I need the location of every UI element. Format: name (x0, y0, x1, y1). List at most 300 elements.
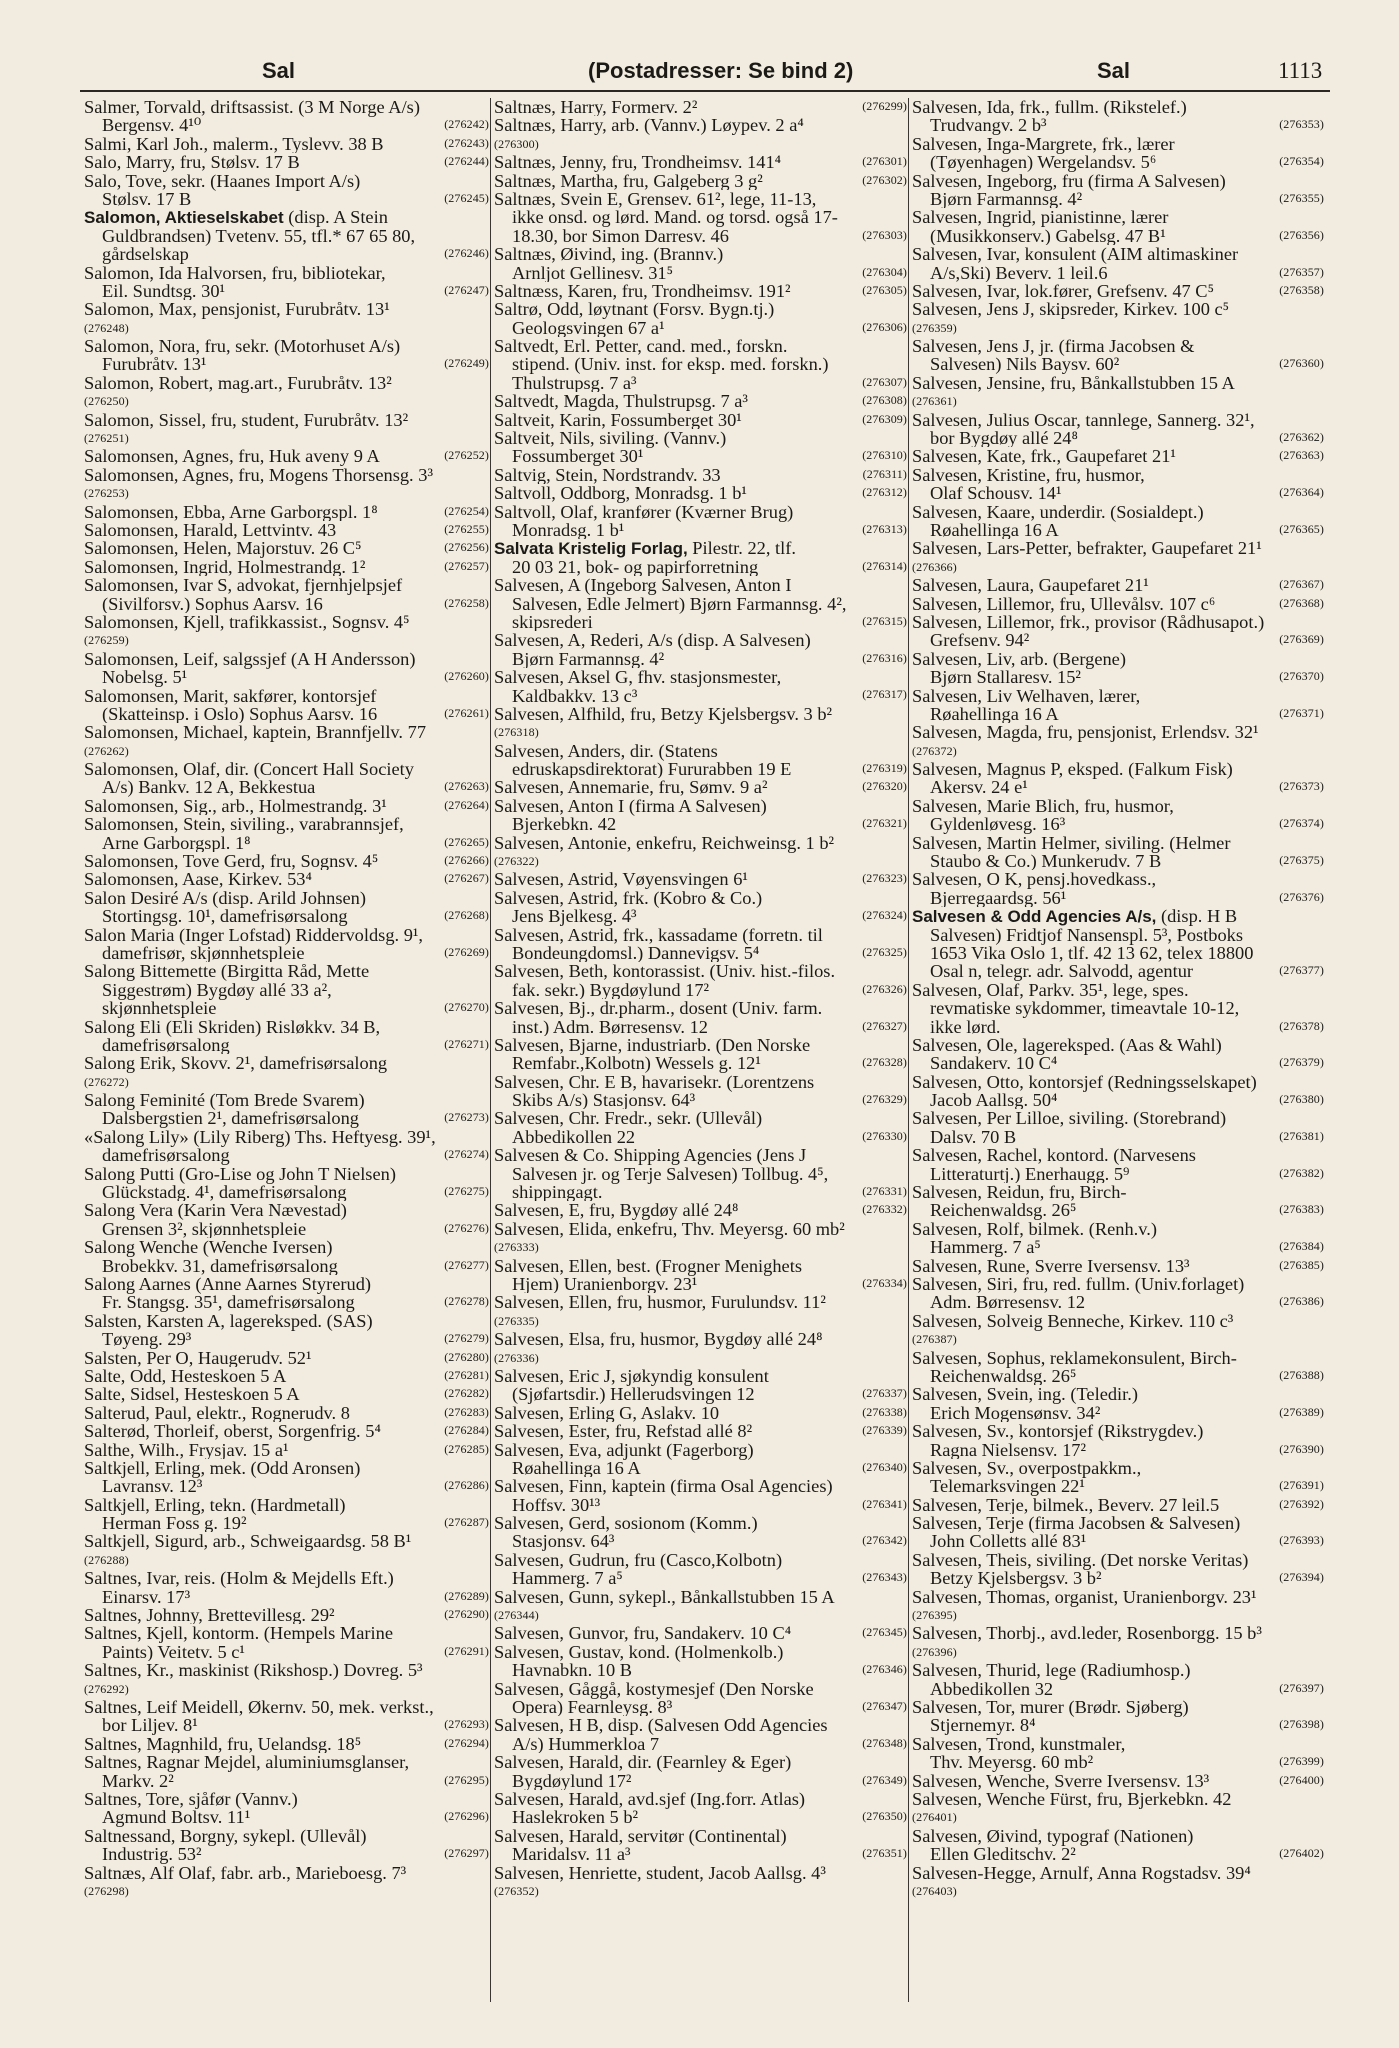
entry-line (84, 668, 489, 686)
entry-line (84, 1220, 489, 1238)
entry-text: Saltnes, Johnny, Brettevillesg. 29² (84, 1606, 335, 1625)
entry-phone-code: (276343) (862, 1570, 907, 1585)
entry-text: Salvesen, Ellen, fru, husmor, Furulundsv. 11² (494, 1293, 826, 1313)
entry-line (494, 1293, 907, 1311)
entry-phone-code: (276373) (1279, 779, 1324, 794)
directory-entry (84, 687, 489, 724)
entry-line (912, 208, 1324, 226)
entry-line (912, 1698, 1324, 1716)
directory-entry (494, 411, 907, 429)
directory-entry (84, 521, 489, 539)
entry-text: Guldbrandsen) Tvetenv. 55, tfl.* 67 65 80, (102, 225, 416, 246)
entry-text: Salvesen, Ellen, best. (Frogner Menighets (494, 1256, 802, 1276)
directory-entry (84, 1091, 489, 1128)
entry-line (84, 576, 489, 594)
entry-phone-code: (276403) (912, 1883, 957, 1898)
entry-text: Saltnes, Magnhild, fru, Uelandsg. 18⁵ (84, 1734, 362, 1754)
entry-text: Fr. Stangsg. 35¹, damefrisørsalong (102, 1292, 355, 1312)
entry-line (84, 300, 489, 318)
entry-line (912, 1109, 1324, 1127)
entry-phone-code: (276315) (862, 613, 907, 628)
entry-text: Salvesen, Lillemor, frk., provisor (Rådhusapot.) (912, 612, 1265, 632)
entry-line (494, 1569, 907, 1587)
entry-line (494, 1680, 907, 1698)
entry-text: Salvesen, Gunvor, fru, Sandakerv. 10 C⁴ (494, 1624, 792, 1643)
entry-line (912, 1312, 1324, 1330)
directory-column-1 (84, 98, 489, 1900)
entry-line (84, 1514, 489, 1532)
entry-phone-code: (276301) (862, 154, 907, 169)
directory-entry (84, 1735, 489, 1753)
entry-phone-code: (276392) (1279, 1496, 1324, 1511)
entry-text: Saltnes, Leif Meidell, Økernv. 50, mek. verkst., (84, 1697, 434, 1717)
entry-phone-code: (276384) (1279, 1239, 1324, 1254)
entry-text: Arnljot Gellinesv. 31⁵ (512, 262, 674, 282)
entry-text: Saltnæs, Harry, arb. (Vannv.) Løypev. 2 a⁴ (494, 116, 804, 136)
entry-phone-code: (276263) (444, 779, 489, 794)
entry-text: Opera) Fearnleysg. 8³ (512, 1696, 673, 1717)
directory-entry (84, 1698, 489, 1735)
entry-line (84, 503, 489, 521)
entry-phone-code: (276345) (862, 1625, 907, 1640)
entry-text: Salvesen, Sv., overpostpakkm., (912, 1458, 1142, 1478)
entry-phone-code: (276243) (444, 135, 489, 150)
entry-phone-code: (276351) (862, 1846, 907, 1861)
directory-entry (912, 1073, 1324, 1110)
entry-text: Salvesen, Svein, ing. (Teledir.) (912, 1385, 1138, 1405)
entry-text: Salvesen, Martin Helmer, siviling. (Helmer (912, 833, 1231, 853)
entry-line (494, 1532, 907, 1550)
entry-line (494, 1772, 907, 1790)
entry-line (494, 392, 907, 410)
directory-entry (84, 1790, 489, 1827)
entry-line (912, 650, 1324, 668)
entry-text: Telemarksvingen 22¹ (930, 1476, 1085, 1496)
entry-phone-code: (276334) (862, 1275, 907, 1290)
entry-phone-code: (276257) (444, 558, 489, 573)
entry-text: Bjerkebkn. 42 (512, 814, 617, 834)
entry-line (494, 208, 907, 226)
entry-text: Salvesen, Ivar, lok.fører, Grefsenv. 47 C⁵ (912, 281, 1214, 301)
entry-text: (Sivilforsv.) Sophus Aarsv. 16 (102, 593, 323, 613)
directory-entry (84, 1385, 489, 1403)
entry-line (912, 870, 1324, 888)
directory-entry (84, 1827, 489, 1864)
entry-line (84, 135, 489, 153)
entry-phone-code: (276355) (1279, 190, 1324, 205)
entry-phone-code: (276365) (1279, 521, 1324, 536)
directory-entry (494, 1036, 907, 1073)
entry-text: Salvesen, Harald, dir. (Fearnley & Eger) (494, 1753, 792, 1773)
entry-text: Salomon, Robert, mag.art., Furubråtv. 13² (84, 373, 392, 393)
entry-line (912, 1385, 1324, 1403)
entry-text: Saltveit, Nils, siviling. (Vannv.) (494, 429, 727, 449)
directory-entry (84, 1753, 489, 1790)
entry-line (84, 116, 489, 134)
entry-line (494, 981, 907, 999)
directory-entry (84, 1404, 489, 1422)
entry-phone-code: (276379) (1279, 1055, 1324, 1070)
entry-line (912, 1477, 1324, 1495)
entry-text: Siggestrøm) Bygdøy allé 33 a², (102, 979, 332, 1000)
entry-line (84, 1312, 489, 1330)
entry-text: Olaf Schousv. 14¹ (930, 483, 1062, 503)
directory-entry (912, 1588, 1324, 1625)
entry-text: Stortingsg. 10¹, damefrisørsalong (102, 906, 348, 926)
directory-entry (84, 1422, 489, 1440)
directory-entry (912, 135, 1324, 172)
directory-entry (494, 392, 907, 410)
entry-text: ikke lørd. (930, 1016, 1001, 1036)
entry-text: Herman Foss g. 19² (102, 1513, 247, 1533)
entry-text: Salvesen, Kristine, fru, husmor, (912, 465, 1145, 485)
directory-entry (84, 447, 489, 465)
column-divider-1 (490, 98, 491, 2002)
entry-text: Salong Bittemette (Birgitta Råd, Mette (84, 962, 370, 982)
entry-line (912, 1588, 1324, 1606)
entry-text: Salong Erik, Skovv. 2¹, damefrisørsalong (84, 1054, 388, 1074)
entry-phone-code: (276262) (84, 743, 129, 758)
directory-column-2 (494, 98, 907, 1900)
entry-text: A/s) Bankv. 12 A, Bekkestua (102, 777, 316, 797)
entry-phone-code: (276282) (444, 1386, 489, 1401)
directory-column-3 (912, 98, 1324, 1900)
directory-entry (84, 797, 489, 815)
entry-line (494, 153, 907, 171)
entry-text: bor Liljev. 8¹ (102, 1715, 198, 1735)
entry-text: Salong Wenche (Wenche Iversen) (84, 1238, 333, 1258)
entry-text: Salvesen, Rachel, kontord. (Narvesens (912, 1146, 1196, 1166)
directory-entry (912, 870, 1324, 907)
directory-entry (912, 337, 1324, 374)
entry-line (912, 300, 1324, 318)
entry-phone-code: (276358) (1279, 282, 1324, 297)
entry-line (84, 558, 489, 576)
directory-entry (912, 539, 1324, 576)
entry-line (912, 1146, 1324, 1164)
entry-text: 1653 Vika Oslo 1, tlf. 42 13 62, telex 18800 (930, 942, 1254, 963)
entry-phone-code: (276251) (84, 431, 129, 446)
directory-entry (84, 576, 489, 613)
entry-text: Saltkjell, Erling, tekn. (Hardmetall) (84, 1495, 346, 1515)
entry-phone-code: (276352) (494, 1883, 539, 1898)
entry-line (912, 1441, 1324, 1459)
directory-entry (494, 778, 907, 796)
entry-text: Saltnes, Ivar, reis. (Holm & Mejdells Eft.) (84, 1569, 394, 1589)
entry-line (84, 447, 489, 465)
entry-line (912, 962, 1324, 980)
entry-line (84, 1790, 489, 1808)
entry-line (494, 1643, 907, 1661)
entry-line (912, 1036, 1324, 1054)
entry-text: Salvesen, Otto, kontorsjef (Redningsselskapet) (912, 1072, 1257, 1092)
entry-phone-code: (276364) (1279, 485, 1324, 500)
entry-line (84, 1864, 489, 1882)
entry-line (84, 1404, 489, 1422)
entry-text: Salvesen, Gunn, sykepl., Bånkallstubben 15 A (494, 1587, 835, 1607)
entry-line (912, 116, 1324, 134)
entry-text: Salomonsen, Michael, kaptein, Brannfjellv. 77 (84, 723, 427, 743)
entry-phone-code: (276268) (444, 908, 489, 923)
directory-entry (494, 1404, 907, 1422)
entry-line (494, 1827, 907, 1845)
entry-text: Saltvoll, Oddborg, Monradsg. 1 b¹ (494, 484, 747, 503)
entry-phone-code: (276382) (1279, 1165, 1324, 1180)
entry-phone-code: (276295) (444, 1772, 489, 1787)
directory-entry (912, 208, 1324, 245)
entry-text: Salon Desiré A/s (disp. Arild Johnsen) (84, 888, 366, 908)
entry-line (494, 1109, 907, 1127)
directory-entry (84, 1606, 489, 1624)
entry-line (494, 705, 907, 723)
entry-phone-code: (276346) (862, 1662, 907, 1677)
entry-text: Furubråtv. 13¹ (102, 354, 207, 374)
entry-text: Salvesen) Nils Baysv. 60² (930, 354, 1120, 374)
entry-line (494, 926, 907, 944)
entry-phone-code: (276256) (444, 540, 489, 555)
entry-text: Salomonsen, Agnes, fru, Mogens Thorsensg. 3³ (84, 465, 433, 485)
entry-phone-code: (276325) (862, 944, 907, 959)
directory-entry (912, 1109, 1324, 1146)
entry-line (84, 153, 489, 171)
entry-company-name: Salvata Kristelig Forlag, (494, 539, 688, 559)
entry-text: Saltnes, Tore, sjåfør (Vannv.) (84, 1789, 298, 1809)
entry-phone-code: (276276) (444, 1220, 489, 1235)
directory-entry (912, 1459, 1324, 1496)
entry-phone-code: (276323) (862, 871, 907, 886)
entry-phone-code: (276342) (862, 1533, 907, 1548)
entry-line (912, 1220, 1324, 1238)
entry-text: Monradsg. 1 b¹ (512, 519, 625, 540)
entry-line (84, 466, 489, 484)
entry-text: Salvesen, Chr. Fredr., sekr. (Ullevål) (494, 1109, 763, 1129)
entry-text: Salvesen, Henriette, student, Jacob Aallsg. 4³ (494, 1863, 826, 1883)
entry-line (84, 926, 489, 944)
entry-line (494, 319, 907, 337)
entry-phone-code: (276272) (84, 1074, 129, 1089)
entry-phone-code: (276348) (862, 1735, 907, 1750)
entry-line (912, 1514, 1324, 1532)
entry-line (912, 1422, 1324, 1440)
entry-line (494, 282, 907, 300)
directory-entry (912, 907, 1324, 981)
entry-line (912, 227, 1324, 245)
entry-phone-code: (276347) (862, 1698, 907, 1713)
entry-line (494, 1514, 907, 1532)
directory-entry (494, 1146, 907, 1201)
directory-entry (912, 1735, 1324, 1772)
entry-phone-code: (276331) (862, 1184, 907, 1199)
directory-entry (84, 466, 489, 503)
entry-line (494, 815, 907, 833)
entry-line (912, 1349, 1324, 1367)
directory-entry (494, 668, 907, 705)
entry-text: Salvesen, Ida, frk., fullm. (Rikstelef.) (912, 98, 1187, 117)
entry-text: Stasjonsv. 64³ (512, 1531, 615, 1551)
directory-entry (494, 1257, 907, 1294)
entry-text: Salomonsen, Ingrid, Holmestrandg. 1² (84, 557, 366, 577)
entry-line (84, 1735, 489, 1753)
entry-line (912, 1532, 1324, 1550)
entry-line (84, 1201, 489, 1219)
entry-phone-code: (276327) (862, 1018, 907, 1033)
entry-line (494, 1146, 907, 1164)
entry-text: Salvesen, Finn, kaptein (firma Osal Agencies) (494, 1477, 833, 1497)
entry-line (494, 1275, 907, 1293)
entry-line (912, 797, 1324, 815)
directory-entry (494, 1367, 907, 1404)
directory-entry (912, 1790, 1324, 1827)
entry-text: Salvesen, Trond, kunstmaler, (912, 1734, 1126, 1754)
entry-phone-code: (276308) (862, 393, 907, 408)
entry-text: Salvesen, Alfhild, fru, Betzy Kjelsbergsv. 3 b² (494, 704, 833, 724)
entry-text: Maridalsv. 11 a³ (512, 1844, 631, 1864)
directory-entry (912, 98, 1324, 135)
entry-line (84, 1330, 489, 1348)
entry-phone-code: (276298) (84, 1883, 129, 1898)
entry-line (84, 1459, 489, 1477)
entry-text: Salvesen, Ole, lagereksped. (Aas & Wahl) (912, 1035, 1222, 1055)
entry-line (84, 1772, 489, 1790)
entry-line (912, 135, 1324, 153)
entry-line (912, 429, 1324, 447)
entry-phone-code: (276332) (862, 1202, 907, 1217)
entry-phone-code: (276322) (494, 854, 539, 869)
entry-line (494, 1845, 907, 1863)
entry-phone-code: (276279) (444, 1331, 489, 1346)
entry-text: Saltnessand, Borgny, sykepl. (Ullevål) (84, 1826, 367, 1846)
entry-text: Salvesen, Kaare, underdir. (Sosialdept.) (912, 502, 1204, 522)
entry-text: Salvesen, Gudrun, fru (Casco,Kolbotn) (494, 1550, 783, 1570)
entry-text: Salthe, Wilh., Frysjav. 15 a¹ (84, 1440, 289, 1459)
entry-text: Salvesen, Erling G, Aslakv. 10 (494, 1403, 720, 1423)
entry-phone-code: (276375) (1279, 853, 1324, 867)
entry-line (912, 1091, 1324, 1109)
directory-entry (494, 576, 907, 631)
entry-text: Salvesen, Øivind, typograf (Nationen) (912, 1826, 1194, 1846)
entry-text: Salvesen, Terje (firma Jacobsen & Salvesen) (912, 1514, 1241, 1534)
entry-line (84, 1036, 489, 1054)
entry-text: Salvesen, Magnus P, eksped. (Falkum Fisk) (912, 760, 1233, 780)
entry-line (494, 778, 907, 796)
entry-text: Salvesen, Rolf, bilmek. (Renh.v.) (912, 1219, 1157, 1239)
directory-entry (494, 1441, 907, 1478)
entry-line (84, 595, 489, 613)
entry-text: Saltnæs, Harry, Formerv. 2² (494, 98, 698, 117)
entry-text: Agmund Boltsv. 11¹ (102, 1807, 251, 1827)
entry-phone-code: (276277) (444, 1257, 489, 1272)
entry-phone-code: (276366) (912, 559, 957, 574)
entry-line (494, 227, 907, 245)
entry-text: Nobelsg. 5¹ (102, 667, 188, 687)
entry-text: (disp. A Stein (283, 208, 388, 228)
entry-phone-code: (276319) (862, 761, 907, 776)
entry-text: Jens Bjelkesg. 4³ (512, 906, 637, 926)
entry-line (912, 1735, 1324, 1753)
entry-text: Salvesen, Wenche Fürst, fru, Bjerkebkn. 42 (912, 1789, 1232, 1809)
directory-entry (912, 282, 1324, 300)
entry-line (494, 1054, 907, 1072)
entry-line (84, 1367, 489, 1385)
entry-phone-code: (276321) (862, 816, 907, 831)
entry-line (494, 558, 907, 576)
entry-line (494, 1128, 907, 1146)
entry-line (494, 1790, 907, 1808)
entry-text: (Sjøfartsdir.) Hellerudsvingen 12 (512, 1384, 755, 1404)
directory-entry (494, 190, 907, 245)
directory-entry (494, 429, 907, 466)
entry-phone-code: (276309) (862, 411, 907, 426)
entry-line (494, 687, 907, 705)
entry-line (912, 668, 1324, 686)
entry-text: Salvesen, O K, pensj.hovedkass., (912, 870, 1157, 890)
entry-text: Salmi, Karl Joh., malerm., Tyslevv. 38 B (84, 134, 384, 154)
entry-text: Salvesen, Ivar, konsulent (AIM altimaskiner (912, 245, 1239, 265)
entry-text: Saltveit, Karin, Fossumberget 30¹ (494, 410, 742, 430)
entry-text: Salvesen, Anders, dir. (Statens (494, 741, 718, 761)
entry-line (494, 1459, 907, 1477)
entry-line (84, 907, 489, 925)
directory-entry (84, 1864, 489, 1901)
entry-phone-code: (276372) (912, 743, 957, 758)
entry-phone-code: (276278) (444, 1294, 489, 1309)
directory-entry (494, 1827, 907, 1864)
entry-text: Salomonsen, Tove Gerd, fru, Sognsv. 4⁵ (84, 852, 379, 871)
entry-phone-code: (276245) (444, 190, 489, 205)
directory-entry (84, 558, 489, 576)
entry-text: Salvesen, Harald, avd.sjef (Ing.forr. Atlas) (494, 1789, 806, 1809)
entry-phone-code: (276390) (1279, 1441, 1324, 1456)
directory-entry (84, 650, 489, 687)
entry-text: Salvesen, Eva, adjunkt (Fagerborg) (494, 1440, 754, 1460)
entry-text: Salvesen, Liv Welhaven, lærer, (912, 686, 1141, 706)
entry-line (84, 1385, 489, 1403)
entry-phone-code: (276367) (1279, 577, 1324, 592)
entry-line (84, 1146, 489, 1164)
entry-text: Dalsv. 70 B (930, 1126, 1017, 1147)
entry-line (84, 1588, 489, 1606)
entry-phone-code: (276300) (494, 136, 539, 151)
entry-phone-code: (276353) (1279, 117, 1324, 132)
entry-phone-code: (276314) (862, 558, 907, 573)
entry-text: Kaldbakkv. 13 c³ (512, 685, 638, 705)
entry-text: Salomonsen, Stein, siviling., varabrannsjef, (84, 815, 404, 835)
entry-phone-code: (276371) (1279, 705, 1324, 720)
entry-phone-code: (276289) (444, 1588, 489, 1603)
entry-text: Salong Eli (Eli Skriden) Risløkkv. 34 B, (84, 1017, 381, 1037)
directory-entry (912, 466, 1324, 503)
entry-phone-code: (276266) (444, 853, 489, 867)
entry-text: 20 03 21, bok- og papirforretning (512, 556, 759, 577)
entry-text: Salvesen, Sv., kontorsjef (Rikstrygdev.) (912, 1422, 1204, 1442)
entry-text: Salvesen, Harald, servitør (Continental) (494, 1826, 787, 1846)
directory-entry (912, 1183, 1324, 1220)
entry-phone-code: (276376) (1279, 889, 1324, 904)
entry-text: Einarsv. 17³ (102, 1586, 191, 1607)
entry-phone-code: (276318) (494, 725, 539, 740)
directory-entry (912, 834, 1324, 871)
entry-line (84, 1441, 489, 1459)
entry-text: Jacob Aallsg. 50⁴ (930, 1090, 1058, 1110)
entry-line (494, 374, 907, 392)
directory-entry (494, 1753, 907, 1790)
directory-entry (84, 1367, 489, 1385)
entry-line (494, 870, 907, 888)
entry-phone-code: (276316) (862, 650, 907, 665)
entry-line (494, 484, 907, 502)
entry-phone-code: (276291) (444, 1643, 489, 1658)
entry-phone-code: (276310) (862, 448, 907, 463)
